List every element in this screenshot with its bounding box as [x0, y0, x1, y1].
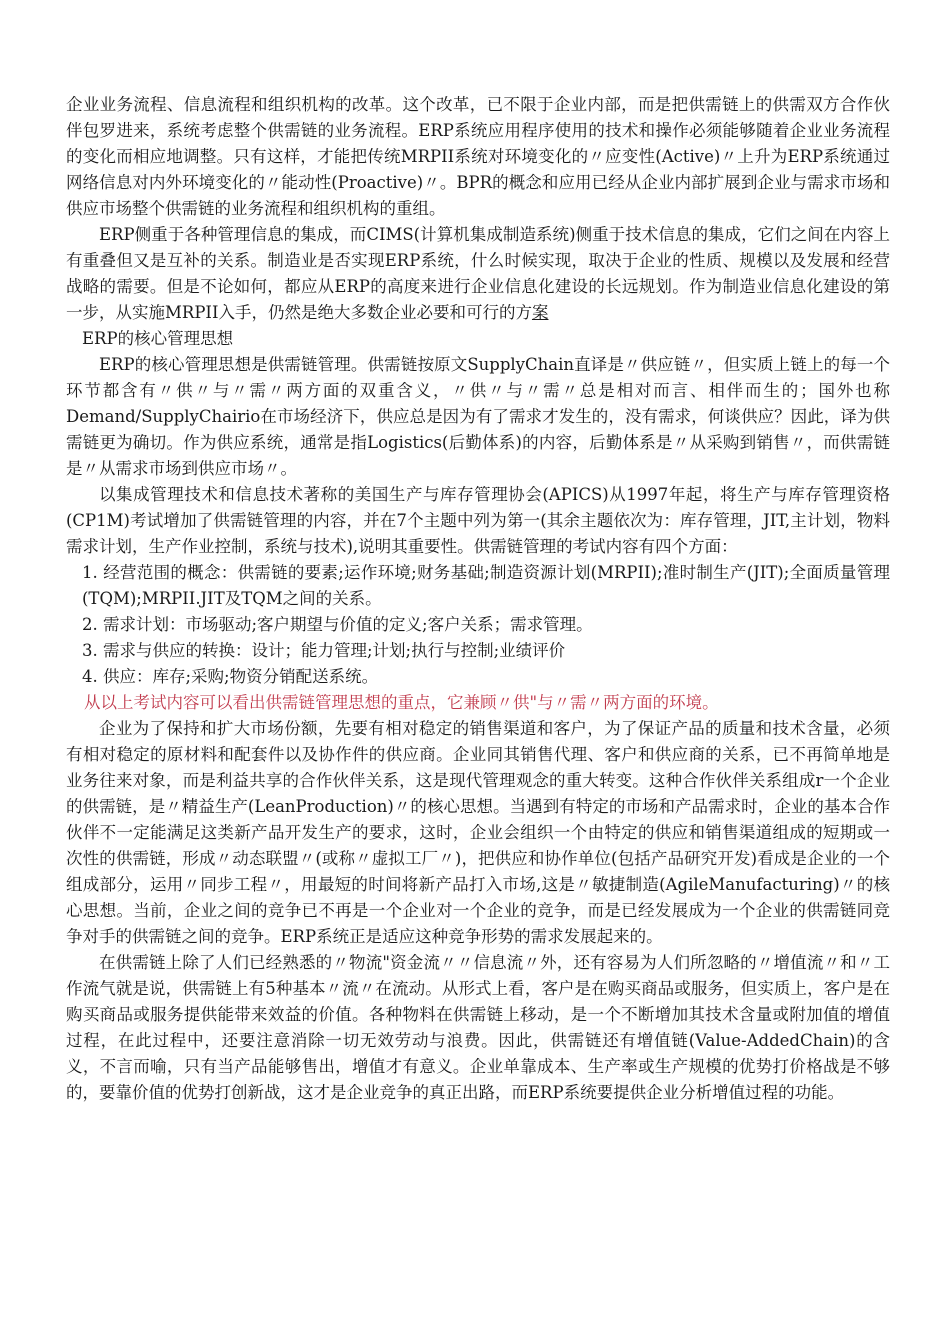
highlight-line: 从以上考试内容可以看出供需链管理思想的重点，它兼顾〃供"与〃需〃两方面的环境。 [84, 693, 719, 712]
paragraph-apics: 以集成管理技术和信息技术著称的美国生产与库存管理协会(APICS)从1997年起，将生产与库存管理资格(CP1M)考试增加了供需链管理的内容，并在7个主题中列为第一(其余主题依次为：库存管理，JIT,主计划，物料需求计划，生产作业控制，系统与技术),说明其重要性。供需链管理的考试内容有四个方面： [66, 485, 890, 556]
list-item-3: 3. 需求与供应的转换：设计；能力管理;计划;执行与控制;业绩评价 [82, 641, 566, 660]
section-heading: ERP的核心管理思想 [82, 329, 234, 348]
paragraph-erp-cims-text: ERP侧重于各种管理信息的集成，而CIMS(计算机集成制造系统)侧重于技术信息的集成，它们之间在内容上有重叠但又是互补的关系。制造业是否实现ERP系统，什么时候实现，取决于企业的性质、规模以及发展和经营战略的需要。但是不论如何，都应从ERP的高度来进行企业信息化建设的长远规划。作为制造业信息化建设的第一步，从实施MRPII入手，仍然是绝大多数企业必要和可行的方 [66, 225, 890, 322]
list-item-2: 2. 需求计划：市场驱动;客户期望与价值的定义;客户关系；需求管理。 [82, 615, 593, 634]
document-body [66, 92, 890, 1106]
list-item-4: 4. 供应：库存;采购;物资分销配送系统。 [82, 667, 379, 686]
paragraph-supply-chain: ERP的核心管理思想是供需链管理。供需链按原文SupplyChain直译是〃供应链〃，但实质上链上的每一个环节都含有〃供〃与〃需〃两方面的双重含义，〃供〃与〃需〃总是相对而言、相伴而生的；国外也称Demand/SupplyChairio在市场经济下，供应总是因为有了需求才发生的，没有需求，何谈供应？因此，译为供需链更为确切。作为供应系统，通常是指Logistics(后勤体系)的内容，后勤体系是〃从采购到销售〃，而供需链是〃从需求市场到供应市场〃。 [66, 355, 890, 478]
paragraph-partnership: 企业为了保持和扩大市场份额，先要有相对稳定的销售渠道和客户，为了保证产品的质量和技术含量，必须有相对稳定的原材料和配套件以及协作件的供应商。企业同其销售代理、客户和供应商的关系，已不再简单地是业务往来对象，而是利益共享的合作伙伴关系，这是现代管理观念的重大转变。这种合作伙伴关系组成r一个企业的供需链，是〃精益生产(LeanProduction)〃的核心思想。当遇到有特定的市场和产品需求时，企业的基本合作伙伴不一定能满足这类新产品开发生产的要求，这时，企业会组织一个由特定的供应和销售渠道组成的短期或一次性的供需链，形成〃动态联盟〃(或称〃虚拟工厂〃)，把供应和协作单位(包括产品研究开发)看成是企业的一个组成部分，运用〃同步工程〃，用最短的时间将新产品打入市场,这是〃敏捷制造(AgileManufacturing)〃的核心思想。当前，企业之间的竞争已不再是一个企业对一个企业的竞争，而是已经发展成为一个企业的供需链同竞争对手的供需链之间的竞争。ERP系统正是适应这种竞争形势的需求发展起来的。 [66, 719, 890, 946]
paragraph-erp-cims [66, 222, 890, 326]
list-item-1: 1. 经营范围的概念：供需链的要素;运作环境;财务基础;制造资源计划(MRPII);准时制生产(JIT);全面质量管理(TQM);MRPII.JIT及TQM之间的关系。 [82, 563, 890, 608]
paragraph-value-chain: 在供需链上除了人们已经熟悉的〃物流"资金流〃〃信息流〃外，还有容易为人们所忽略的〃增值流〃和〃工作流气就是说，供需链上有5种基本〃流〃在流动。从形式上看，客户是在购买商品或服务，但实质上，客户是在购买商品或服务提供能带来效益的价值。各种物料在供需链上移动，是一个不断增加其技术含量或附加值的增值过程，在此过程中，还要注意消除一切无效劳动与浪费。因此，供需链还有增值链(Value-AddedChain)的含义，不言而喻，只有当产品能够售出，增值才有意义。企业单靠成本、生产率或生产规模的优势打价格战是不够的，要靠价值的优势打创新战，这才是企业竞争的真正出路，而ERP系统要提供企业分析增值过程的功能。 [66, 953, 890, 1102]
underlined-char: 案 [531, 303, 549, 322]
paragraph-bpr: 企业业务流程、信息流程和组织机构的改革。这个改革，已不限于企业内部，而是把供需链上的供需双方合作伙伴包罗进来，系统考虑整个供需链的业务流程。ERP系统应用程序使用的技术和操作必须能够随着企业业务流程的变化而相应地调整。只有这样，才能把传统MRPII系统对环境变化的〃应变性(Active)〃上升为ERP系统通过网络信息对内外环境变化的〃能动性(Proactive)〃。BPR的概念和应用已经从企业内部扩展到企业与需求市场和供应市场整个供需链的业务流程和组织机构的重组。 [66, 95, 890, 218]
